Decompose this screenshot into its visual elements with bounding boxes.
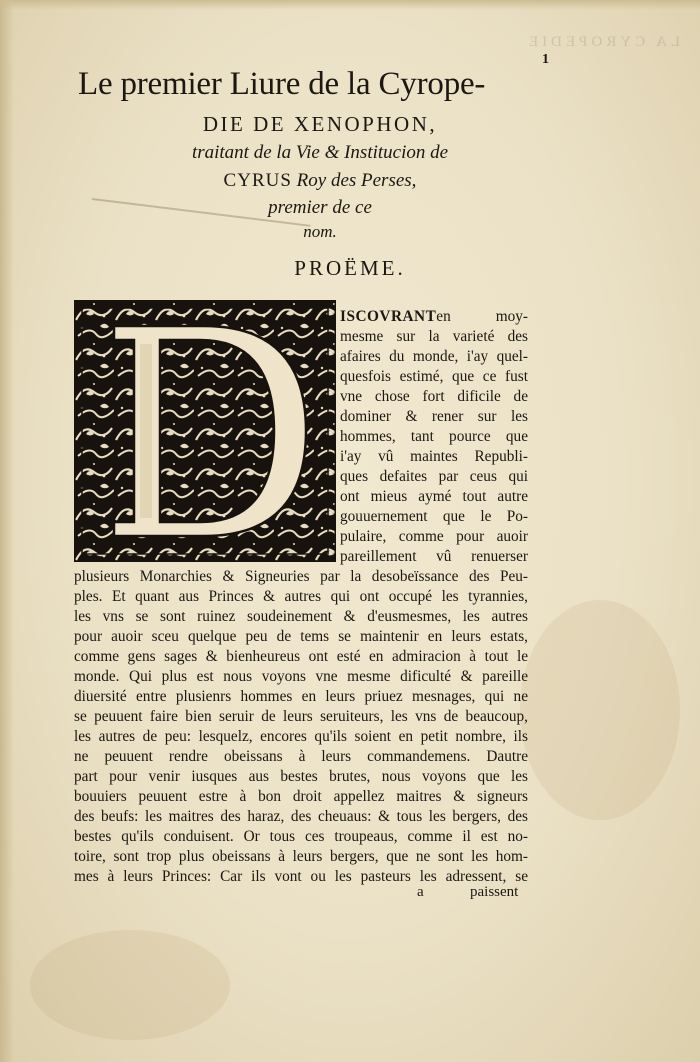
text-line: hommes, tant pource que <box>340 428 528 445</box>
text-line: monde. Qui plus est nous voyons vne mesme dificulté & pareille <box>74 668 528 685</box>
title-line-2: DIE DE XENOPHON, <box>202 112 438 136</box>
title-name: CYRUS <box>223 170 292 191</box>
text-line: afaires du monde, i'ay quel- <box>340 348 528 365</box>
paper-stain <box>520 600 680 820</box>
page-top-shadow <box>0 0 700 10</box>
text-line: part pour venir iusques aus bestes brutes, nous voyons que les <box>74 768 528 785</box>
text-line: plusieurs Monarchies & Signeuries par la desobeïssance des Peu- <box>74 568 528 585</box>
signature-mark: a <box>417 884 424 900</box>
text-line: diuersité entre plusienrs hommes en leurs priuez mesnages, qui ne <box>74 688 528 705</box>
title-line-5: premier de ce <box>268 197 372 218</box>
text-line: les vns se sont ruinez soudeinement & d'eusmesmes, les autres <box>74 608 528 625</box>
text-line: se peuuent faire bien seruir de leurs seruiteurs, les vns de beaucoup, <box>74 708 528 725</box>
text-line: pulaire, comme pour auoir <box>340 528 528 545</box>
show-through-text: LA CYROPEDIE <box>524 34 680 50</box>
text-line: mesme sur la varieté des <box>340 328 528 345</box>
catchword: paissent <box>470 884 519 900</box>
text-line: ont mieus aymé tout autre <box>340 488 528 505</box>
title-line-4 <box>130 170 510 192</box>
text-line: i'ay vû maintes Republi- <box>340 448 528 465</box>
text-line: pour auoir sceu quelque peu de tems se maintenir en leurs estats, <box>74 628 528 645</box>
text-line: ples. Et quant aus Princes & autres qui ont occupé les tyrannies, <box>74 588 528 605</box>
text-line: bouuiers peuuent estre à bon droit appellez maitres & signeurs <box>74 788 528 805</box>
text-line: comme gens sages & bienheureus ont esté en admiracion à tout le <box>74 648 528 665</box>
text-line: bestes qu'ils conduisent. Or tous ces troupeaus, comme il est no- <box>74 828 528 845</box>
title-line-1: Le premier Liure de la Cyrope- <box>78 66 486 102</box>
text-line: ISCOVRANTen moy- <box>340 308 528 325</box>
title-line-4-rest: Roy des Perses, <box>291 170 417 191</box>
text-line: quesfois estimé, que ce fust <box>340 368 528 385</box>
text-line: des beufs: les maitres des haraz, des cheuaus: & tous les bergers, des <box>74 808 528 825</box>
text-line: pareillement vû renuerser <box>340 548 528 565</box>
decorated-initial-letter <box>74 300 336 562</box>
text-line: dominer & rener sur les <box>340 408 528 425</box>
text-line: vne chose fort dificile de <box>340 388 528 405</box>
paper-stain <box>30 930 230 1040</box>
title-line-6: nom. <box>303 222 337 241</box>
first-word: ISCOVRANT <box>340 308 437 325</box>
text-line: ne peuuent rendre obeissans à leurs commandemens. Dautre <box>74 748 528 765</box>
section-heading: PROËME. <box>294 256 406 280</box>
text-line: mes à leurs Princes: Car ils vont ou les pasteurs les adressent, se <box>74 868 528 885</box>
text-line: gouuernement que le Po- <box>340 508 528 525</box>
text-line: les autres de peu: lesquelz, encores qu'ils soient en petit nombre, ils <box>74 728 528 745</box>
title-line-3: traitant de la Vie & Institucion de <box>191 142 449 163</box>
page-edge-shadow <box>0 0 14 1062</box>
text-line: toire, sont trop plus obeissans à leurs bergers, que ne sont les hom- <box>74 848 528 865</box>
folio-mark: 1 <box>542 52 549 67</box>
text-line: ques defaites par ceus qui <box>340 468 528 485</box>
